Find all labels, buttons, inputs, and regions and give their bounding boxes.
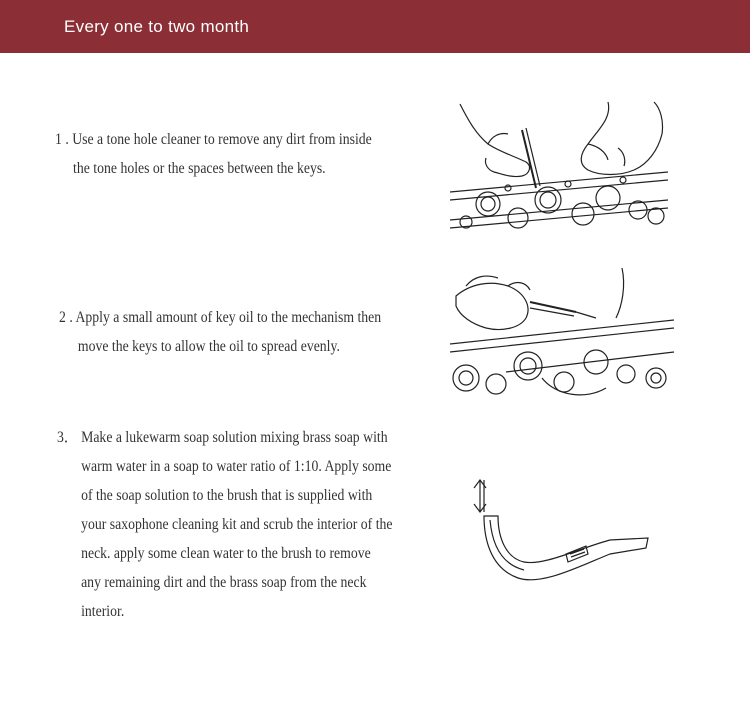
step-3-line-4: your saxophone cleaning kit and scrub the interior of the <box>81 516 393 533</box>
neck-brush-illustration <box>470 476 652 586</box>
step-3-number: 3． <box>57 429 78 446</box>
tone-hole-cleaner-illustration <box>448 100 670 236</box>
step-3-line-5: neck. apply some clean water to the brush to remove <box>81 545 371 562</box>
header-title: Every one to two month <box>64 17 250 36</box>
step-1 <box>55 125 372 183</box>
step-3-line-6: any remaining dirt and the brass soap from the neck <box>81 574 367 591</box>
key-oil-illustration <box>446 266 676 410</box>
step-1-line-2: the tone holes or the spaces between the keys. <box>73 160 326 177</box>
step-3-line-7: interior. <box>81 603 125 620</box>
step-3-line-1: Make a lukewarm soap solution mixing brass soap with <box>81 429 388 446</box>
step-1-line-1: Use a tone hole cleaner to remove any dirt from inside <box>72 131 372 148</box>
header-banner <box>0 0 750 53</box>
step-3 <box>57 423 393 626</box>
step-1-number: 1 . <box>55 131 69 148</box>
step-3-line-2: warm water in a soap to water ratio of 1:10. Apply some <box>81 458 392 475</box>
step-2 <box>59 303 381 361</box>
step-2-line-1: Apply a small amount of key oil to the mechanism then <box>75 309 382 326</box>
step-3-line-3: of the soap solution to the brush that is supplied with <box>81 487 373 504</box>
step-2-number: 2 . <box>59 309 73 326</box>
step-2-line-2: move the keys to allow the oil to spread evenly. <box>77 338 340 355</box>
